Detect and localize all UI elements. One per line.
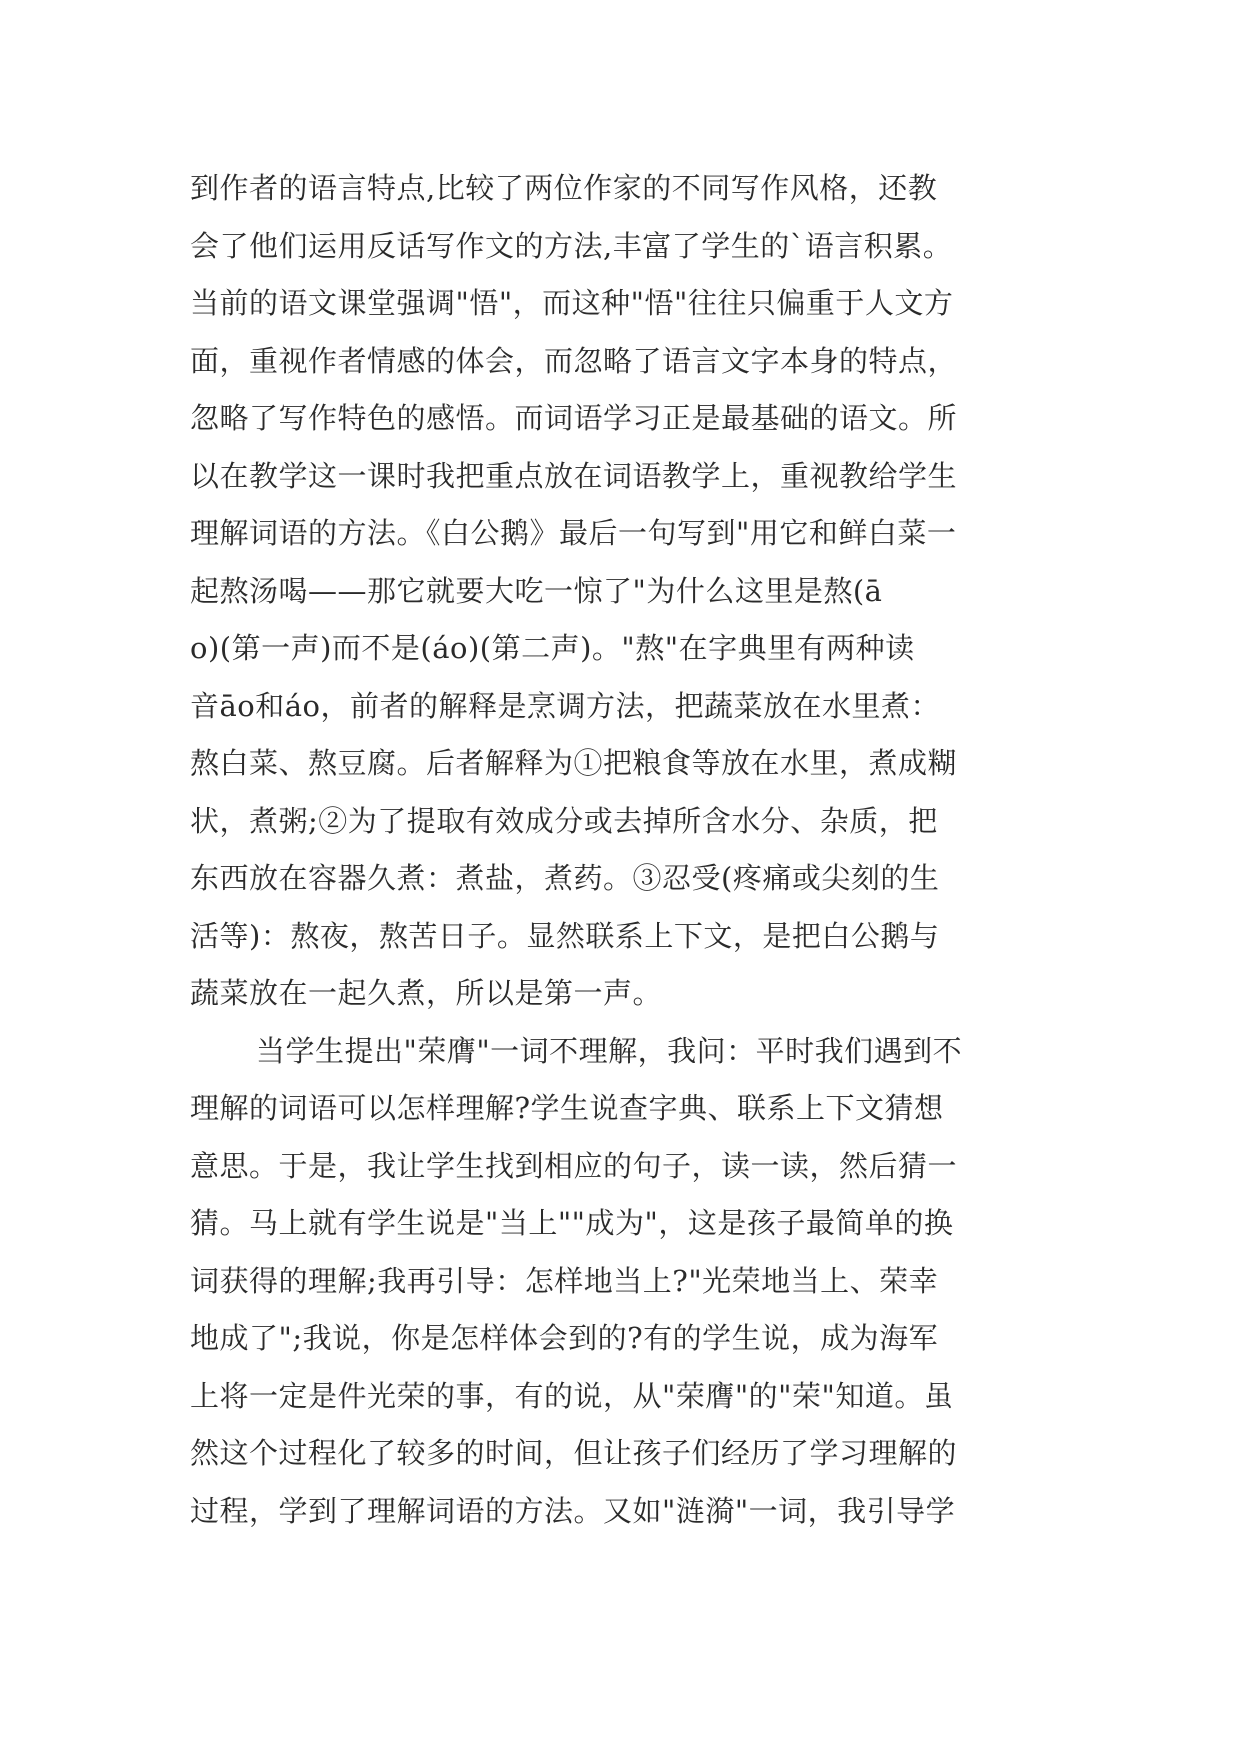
body-text (190, 160, 1070, 1540)
text-line-2: 会了他们运用反话写作文的方法,丰富了学生的`语言积累。 (190, 228, 953, 263)
text-line-15: 蔬菜放在一起久煮，所以是第一声。 (190, 976, 663, 1010)
text-line-3: 当前的语文课堂强调"悟"，而这种"悟"往往只偏重于人文方 (190, 286, 954, 320)
text-line-20: 词获得的理解;我再引导：怎样地当上?"光荣地当上、荣幸 (190, 1263, 939, 1298)
text-line-11: 熬白菜、熬豆腐。后者解释为①把粮食等放在水里，煮成糊 (190, 746, 958, 780)
text-line-24: 过程，学到了理解词语的方法。又如"涟漪"一词，我引导学 (190, 1493, 956, 1528)
text-line-16: 当学生提出"荣膺"一词不理解，我问：平时我们遇到不 (256, 1033, 963, 1068)
text-line-1: 到作者的语言特点,比较了两位作家的不同写作风格，还教 (190, 171, 938, 205)
text-line-22: 上将一定是件光荣的事，有的说，从"荣膺"的"荣"知道。虽 (190, 1378, 954, 1413)
text-line-4: 面，重视作者情感的体会，而忽略了语言文字本身的特点， (190, 343, 958, 378)
text-line-21: 地成了";我说，你是怎样体会到的?有的学生说，成为海军 (190, 1321, 939, 1355)
text-line-12: 状，煮粥;②为了提取有效成分或去掉所含水分、杂质，把 (190, 803, 938, 838)
text-line-7: 理解词语的方法。《白公鹅》最后一句写到"用它和鲜白菜一 (190, 516, 957, 550)
text-line-14: 活等)：熬夜，熬苦日子。显然联系上下文，是把白公鹅与 (190, 918, 940, 953)
text-line-23: 然这个过程化了较多的时间，但让孩子们经历了学习理解的 (190, 1436, 958, 1470)
text-line-5: 忽略了写作特色的感悟。而词语学习正是最基础的语文。所 (190, 401, 958, 435)
text-line-13: 东西放在容器久煮：煮盐，煮药。③忍受(疼痛或尖刻的生 (190, 861, 940, 895)
text-line-10: 音āo和áo，前者的解释是烹调方法，把蔬菜放在水里煮： (190, 688, 940, 723)
text-line-18: 意思。于是，我让学生找到相应的句子，读一读，然后猜一 (190, 1148, 958, 1183)
text-line-19: 猜。马上就有学生说是"当上""成为"，这是孩子最简单的换 (190, 1206, 954, 1240)
text-line-9: o)(第一声)而不是(áo)(第二声)。"熬"在字典里有两种读 (190, 631, 915, 665)
text-line-8: 起熬汤喝——那它就要大吃一惊了"为什么这里是熬(ā (190, 573, 883, 608)
text-line-17: 理解的词语可以怎样理解?学生说查字典、联系上下文猜想 (190, 1091, 944, 1125)
text-line-6: 以在教学这一课时我把重点放在词语教学上，重视教给学生 (190, 458, 958, 493)
